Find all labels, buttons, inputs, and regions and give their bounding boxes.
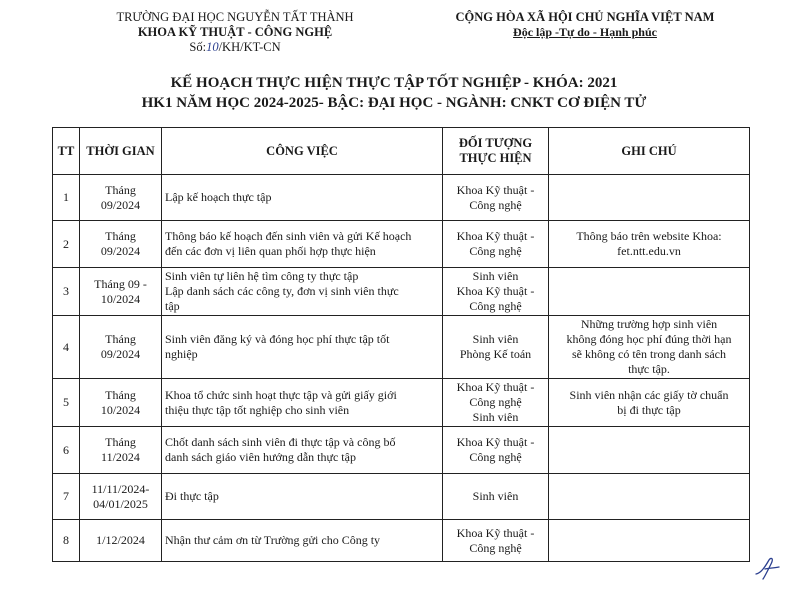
table-row (53, 175, 750, 221)
row-time-line: 11/2024 (101, 450, 140, 464)
row-target (443, 379, 549, 427)
row-number: 7 (53, 474, 80, 520)
row-task-line: Sinh viên đăng ký và đóng học phí thực tập tốt (165, 332, 390, 346)
row-task (162, 379, 443, 427)
row-target (443, 474, 549, 520)
table-header-row (53, 128, 750, 175)
row-target-line: Công nghệ (469, 244, 522, 258)
row-target-line: Công nghệ (469, 299, 522, 313)
row-note (549, 221, 750, 268)
row-time-line: 11/11/2024- (91, 481, 150, 496)
row-task-line: Nhận thư cảm ơn từ Trường gửi cho Công ty (165, 533, 381, 547)
signature-mark (752, 552, 782, 582)
row-target-line: Sinh viên (472, 410, 519, 424)
row-time-line: 10/2024 (100, 291, 141, 306)
row-task (162, 221, 443, 268)
table-row (53, 520, 750, 562)
row-target (443, 316, 549, 379)
row-time-line: 10/2024 (100, 402, 141, 417)
row-target (443, 520, 549, 562)
row-note-line: fet.ntt.edu.vn (617, 244, 681, 258)
row-note (549, 427, 750, 474)
row-time-line: Tháng (105, 229, 136, 243)
row-task-line: tập (165, 299, 180, 313)
national-motto: Độc lập -Tự do - Hạnh phúc (513, 25, 657, 39)
row-time (80, 379, 162, 427)
row-time-line: Tháng (105, 332, 136, 346)
row-time (80, 520, 162, 562)
row-target-line: Khoa Kỹ thuật - (456, 435, 535, 449)
row-note (549, 268, 750, 316)
row-target-line: Phòng Kế toán (459, 347, 532, 361)
header-task: CÔNG VIỆC (162, 128, 443, 175)
row-target (443, 427, 549, 474)
row-target-line: Khoa Kỹ thuật - (456, 229, 535, 243)
row-task (162, 316, 443, 379)
row-number: 8 (53, 520, 80, 562)
row-target-line: Công nghệ (469, 197, 522, 212)
row-target-line: Khoa Kỹ thuật - (456, 284, 535, 298)
header-time: THỜI GIAN (80, 128, 162, 175)
row-note-line: không đóng học phí đúng thời hạn (566, 332, 732, 346)
row-time (80, 221, 162, 268)
header-organization (70, 10, 400, 55)
row-number: 3 (53, 268, 80, 316)
row-task (162, 520, 443, 562)
row-time-line: 1/12/2024 (96, 533, 145, 547)
row-target-line: Khoa Kỹ thuật - (456, 525, 535, 540)
row-note (549, 175, 750, 221)
row-target-line: Khoa Kỹ thuật - (456, 182, 535, 197)
table-row (53, 316, 750, 379)
row-target (443, 221, 549, 268)
row-time-line: 09/2024 (100, 347, 141, 361)
row-target (443, 268, 549, 316)
row-number: 2 (53, 221, 80, 268)
row-time (80, 427, 162, 474)
row-task-line: Lập kế hoạch thực tập (165, 190, 272, 204)
university-name: TRƯỜNG ĐẠI HỌC NGUYỄN TẤT THÀNH (116, 10, 354, 24)
plan-table (52, 127, 750, 562)
row-target (443, 175, 549, 221)
row-target-line: Công nghệ (469, 450, 522, 464)
table-row (53, 427, 750, 474)
row-time-line: Tháng 09 - (94, 276, 147, 291)
faculty-name: KHOA KỸ THUẬT - CÔNG NGHỆ (137, 25, 333, 39)
row-task-line: Thông báo kế hoạch đến sinh viên và gửi Kế hoạch (165, 229, 412, 243)
row-time-line: 04/01/2025 (93, 496, 148, 511)
row-note-line: sẽ không có tên trong danh sách (572, 347, 726, 361)
row-target-line: Công nghệ (469, 395, 522, 409)
row-number: 4 (53, 316, 80, 379)
country-name: CỘNG HÒA XÃ HỘI CHỦ NGHĨA VIỆT NAM (455, 10, 715, 24)
row-target-line: Sinh viên (472, 332, 519, 346)
row-task (162, 175, 443, 221)
row-note (549, 520, 750, 562)
row-task-line: đến các đơn vị liên quan phối hợp thực hiện (165, 244, 376, 258)
row-target-line: Khoa Kỹ thuật - (456, 380, 535, 394)
row-task-line: Khoa tổ chức sinh hoạt thực tập và gửi giấy giới (165, 387, 397, 402)
row-number: 1 (53, 175, 80, 221)
row-task (162, 474, 443, 520)
row-task-line: danh sách giáo viên hướng dẫn thực tập (165, 450, 356, 464)
header-national (420, 10, 750, 40)
row-time-line: Tháng (105, 435, 136, 449)
row-task (162, 268, 443, 316)
plan-title: KẾ HOẠCH THỰC HIỆN THỰC TẬP TỐT NGHIỆP - KHÓA: 2021 (170, 75, 618, 91)
document-number-handwritten: 10 (206, 40, 219, 54)
row-task-line: Chốt danh sách sinh viên đi thực tập và công bố (165, 435, 396, 449)
row-task-line: nghiệp (165, 347, 198, 361)
row-target-line: Công nghệ (469, 540, 522, 555)
row-target-line: Sinh viên (472, 269, 519, 283)
row-time-line: Tháng (105, 387, 136, 402)
row-task-line: thiệu thực tập tốt nghiệp cho sinh viên (165, 402, 350, 417)
document-number-prefix: Số: (189, 40, 207, 54)
row-target-line: Sinh viên (472, 489, 519, 503)
row-time-line: 09/2024 (100, 197, 141, 212)
plan-subtitle: HK1 NĂM HỌC 2024-2025- BẬC: ĐẠI HỌC - NGÀNH: CNKT CƠ ĐIỆN TỬ (141, 95, 647, 111)
row-time (80, 268, 162, 316)
row-note-line: bị đi thực tập (617, 402, 681, 417)
document-number-suffix: /KH/KT-CN (218, 40, 281, 54)
header-note: GHI CHÚ (549, 128, 750, 175)
header-target-line1: ĐỐI TƯỢNG (458, 136, 533, 150)
row-note-line: Thông báo trên website Khoa: (576, 229, 722, 243)
row-task-line: Lập danh sách các công ty, đơn vị sinh viên thực (165, 284, 399, 298)
row-task (162, 427, 443, 474)
table-row (53, 474, 750, 520)
row-note-line: Sinh viên nhận các giấy tờ chuẩn (569, 387, 729, 402)
row-note (549, 316, 750, 379)
row-time (80, 175, 162, 221)
row-note-line: Những trường hợp sinh viên (580, 317, 718, 331)
table-row (53, 268, 750, 316)
header-target (443, 128, 549, 175)
row-note (549, 474, 750, 520)
table-row (53, 221, 750, 268)
row-task-line: Sinh viên tự liên hệ tìm công ty thực tập (165, 269, 359, 283)
table-row (53, 379, 750, 427)
row-time-line: Tháng (105, 182, 136, 197)
row-task-line: Đi thực tập (165, 489, 219, 503)
header-tt: TT (53, 128, 80, 175)
header-target-line2: THỰC HIỆN (459, 151, 532, 165)
row-time (80, 474, 162, 520)
row-time-line: 09/2024 (100, 244, 141, 258)
row-note-line: thực tập. (628, 362, 670, 376)
row-time (80, 316, 162, 379)
row-number: 6 (53, 427, 80, 474)
row-number: 5 (53, 379, 80, 427)
document-number (70, 40, 400, 55)
row-note (549, 379, 750, 427)
